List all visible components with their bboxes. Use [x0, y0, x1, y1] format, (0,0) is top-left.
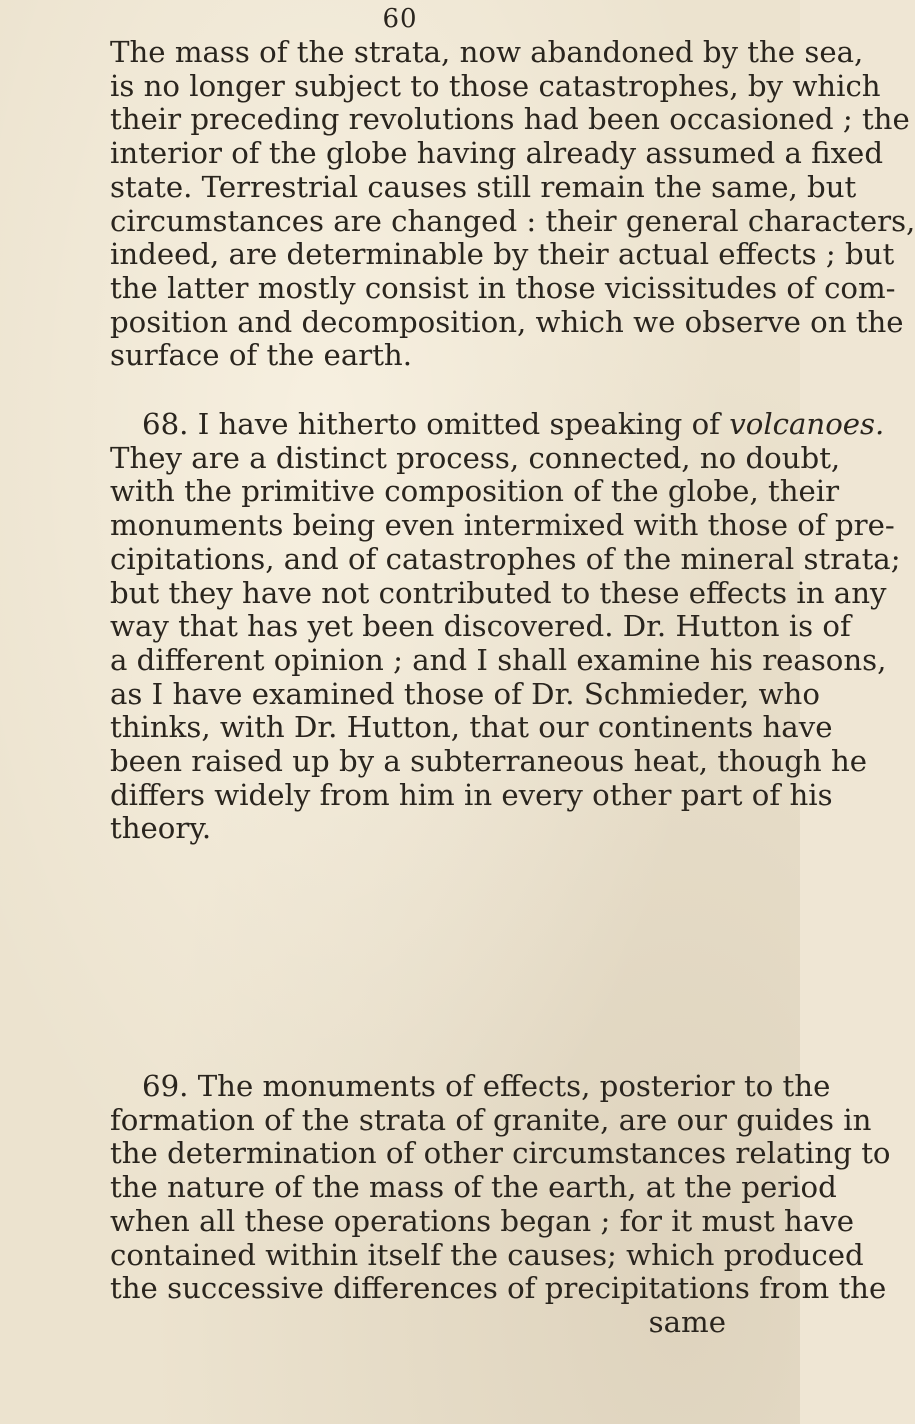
text-line: thinks, with Dr. Hutton, that our continents have	[110, 710, 833, 745]
text-line: differs widely from him in every other part of his	[110, 777, 833, 812]
catchword: same	[648, 1304, 726, 1339]
text-line: The mass of the strata, now abandoned by the sea,	[110, 35, 864, 69]
text-line: as I have examined those of Dr. Schmieder, who	[110, 676, 820, 711]
text-line: way that has yet been discovered. Dr. Hutton is of	[110, 609, 851, 644]
text-line: state. Terrestrial causes still remain the same, but	[110, 169, 857, 204]
text-line: is no longer subject to those catastrophes, by which	[110, 68, 881, 103]
text-line: the successive differences of precipitations from the	[110, 1271, 887, 1306]
text-line: monuments being even intermixed with those of pre-	[110, 508, 895, 543]
text-line: contained within itself the causes; which produced	[110, 1237, 864, 1272]
text-line: the latter mostly consist in those vicissitudes of com-	[110, 270, 896, 305]
text-line: surface of the earth.	[110, 338, 412, 373]
text-line: circumstances are changed : their general characters,	[110, 203, 915, 238]
text-line: position and decomposition, which we observe on the	[110, 304, 904, 339]
paragraph-1	[110, 35, 915, 373]
paragraph-69	[110, 1069, 891, 1340]
text-line: their preceding revolutions had been occasioned ; the	[110, 102, 910, 137]
text-line: They are a distinct process, connected, no doubt,	[110, 440, 841, 475]
text-line: indeed, are determinable by their actual effects ; but	[110, 237, 895, 272]
text-line: formation of the strata of granite, are our guides in	[110, 1102, 872, 1137]
page-number: 60	[382, 4, 418, 34]
text-line: the nature of the mass of the earth, at the period	[110, 1170, 837, 1205]
text-line: theory.	[110, 811, 212, 846]
text-line: with the primitive composition of the globe, their	[110, 474, 840, 509]
text-line: but they have not contributed to these effects in any	[110, 575, 887, 610]
italic-word-volcanoes: volcanoes.	[729, 407, 885, 441]
line-text: 68. I have hitherto omitted speaking of	[142, 407, 720, 441]
text-line: been raised up by a subterraneous heat, though he	[110, 744, 868, 779]
text-line: when all these operations began ; for it must have	[110, 1203, 854, 1238]
text-line-with-italic	[110, 407, 885, 442]
paragraph-68	[110, 407, 901, 846]
text-line: a different opinion ; and I shall examine his reasons,	[110, 642, 887, 677]
text-line: interior of the globe having already assumed a fixed	[110, 136, 884, 171]
text-line: 69. The monuments of effects, posterior to the	[142, 1069, 831, 1103]
text-line: cipitations, and of catastrophes of the mineral strata;	[110, 541, 901, 576]
text-line: the determination of other circumstances relating to	[110, 1136, 891, 1171]
